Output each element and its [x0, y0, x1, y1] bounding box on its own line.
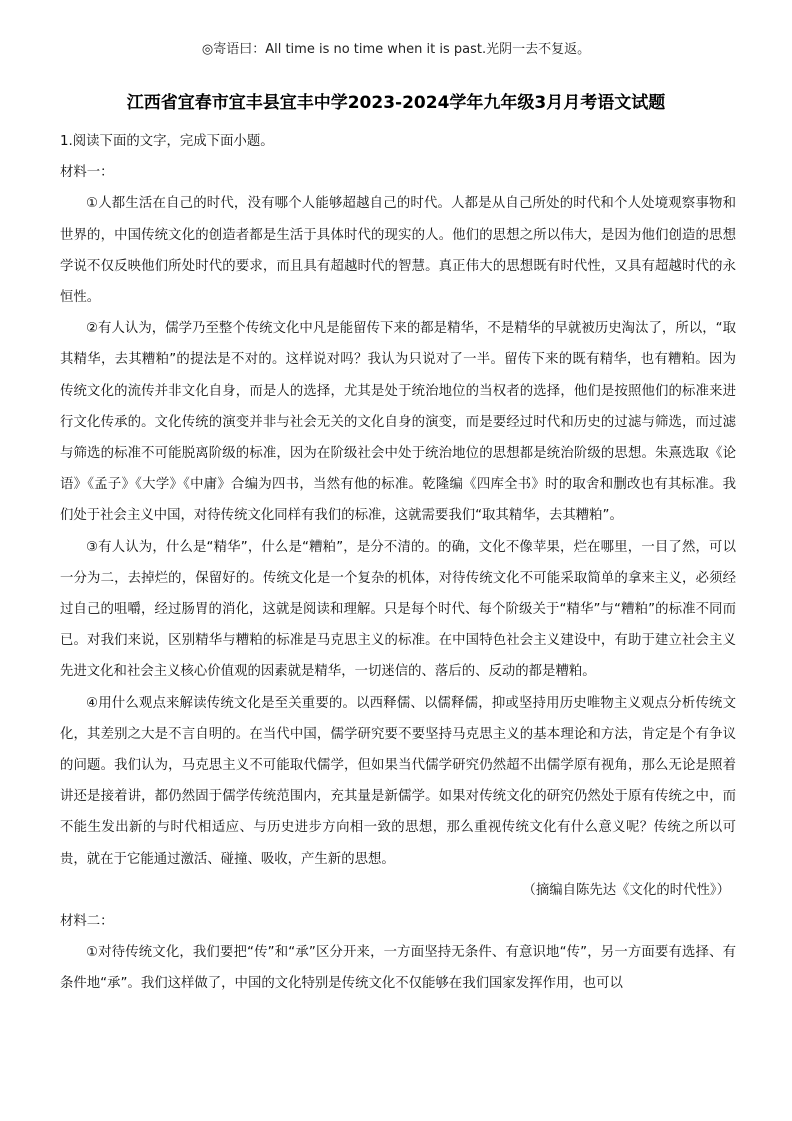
material1-paragraph-3: ③有人认为，什么是“精华”，什么是“糟粕”，是分不清的。的确，文化不像苹果，烂在哪里，一目了然，可以一分为二，去掉烂的，保留好的。传统文化是一个复杂的机体，对待传统文化不可能采取简单的拿来主义，必须经过自己的咀嚼，经过肠胃的消化，这就是阅读和理解。只是每个时代、每个阶级关于“精华”与“糟粕”的标准不同而已。对我们来说，区别精华与糟粕的标准是马克思主义的标准。在中国特色社会主义建设中，有助于建立社会主义先进文化和社会主义核心价值观的因素就是精华，一切迷信的、落后的、反动的都是糟粕。 [60, 539, 736, 680]
material1-paragraph-1: ①人都生活在自己的时代，没有哪个人能够超越自己的时代。人都是从自己所处的时代和个人处境观察事物和世界的，中国传统文化的创造者都是生活于具体时代的现实的人。他们的思想之所以伟大，是因为他们创造的思想学说不仅反映他们所处时代的要求，而且具有超越时代的智慧。真正伟大的思想既有时代性，又具有超越时代的永恒性。 [60, 196, 736, 306]
material1-label: 材料一： [60, 165, 114, 181]
material2-label: 材料二： [60, 914, 114, 930]
question-prompt: 1.阅读下面的文字，完成下面小题。 [60, 134, 274, 149]
material1-paragraph-2: ②有人认为，儒学乃至整个传统文化中凡是能留传下来的都是精华，不是精华的早就被历史淘汰了，所以，“取其精华，去其糟粕”的提法是不对的。这样说对吗？我认为只说对了一半。留传下来的既有精华，也有糟粕。因为传统文化的流传并非文化自身，而是人的选择，尤其是处于统治地位的当权者的选择，他们是按照他们的标准来进行文化传承的。文化传统的演变并非与社会无关的文化自身的演变，而是要经过时代和历史的过滤与筛选，而过滤与筛选的标准不可能脱离阶级的标准，因为在阶级社会中处于统治地位的思想都是统治阶级的思想。朱熹选取《论语》《孟子》《大学》《中庸》合编为四书，当然有他的标准。乾隆编《四库全书》时的取舍和删改也有其标准。我们处于社会主义中国，对待传统文化同样有我们的标准，这就需要我们“取其精华，去其糟粕”。 [60, 321, 736, 524]
page-motto: ◎寄语曰：All time is no time when it is past.光阴一去不复返。 [201, 42, 591, 57]
material1-source: （摘编自陈先达《文化的时代性》） [522, 882, 730, 898]
page-title: 江西省宜春市宜丰县宜丰中学2023-2024学年九年级3月月考语文试题 [126, 93, 666, 113]
material1-paragraph-4: ④用什么观点来解读传统文化是至关重要的。以西释儒、以儒释儒，抑或坚持用历史唯物主义观点分析传统文化，其差别之大是不言自明的。在当代中国，儒学研究要不要坚持马克思主义的基本理论和方法，肯定是个有争议的问题。我们认为，马克思主义不可能取代儒学，但如果当代儒学研究仍然超不出儒学原有视角，那么无论是照着讲还是接着讲，都仍然固于儒学传统范围内，充其量是新儒学。如果对传统文化的研究仍然处于原有传统之中，而不能生发出新的与时代相适应、与历史进步方向相一致的思想，那么重视传统文化有什么意义呢？传统之所以可贵，就在于它能通过激活、碰撞、吸收，产生新的思想。 [60, 695, 736, 867]
material2-paragraph-1: ①对待传统文化，我们要把“传”和“承”区分开来，一方面坚持无条件、有意识地“传”，另一方面要有选择、有条件地“承”。我们这样做了，中国的文化特别是传统文化不仅能够在我们国家发挥作用，也可以 [60, 945, 736, 992]
document-body [60, 126, 736, 1000]
